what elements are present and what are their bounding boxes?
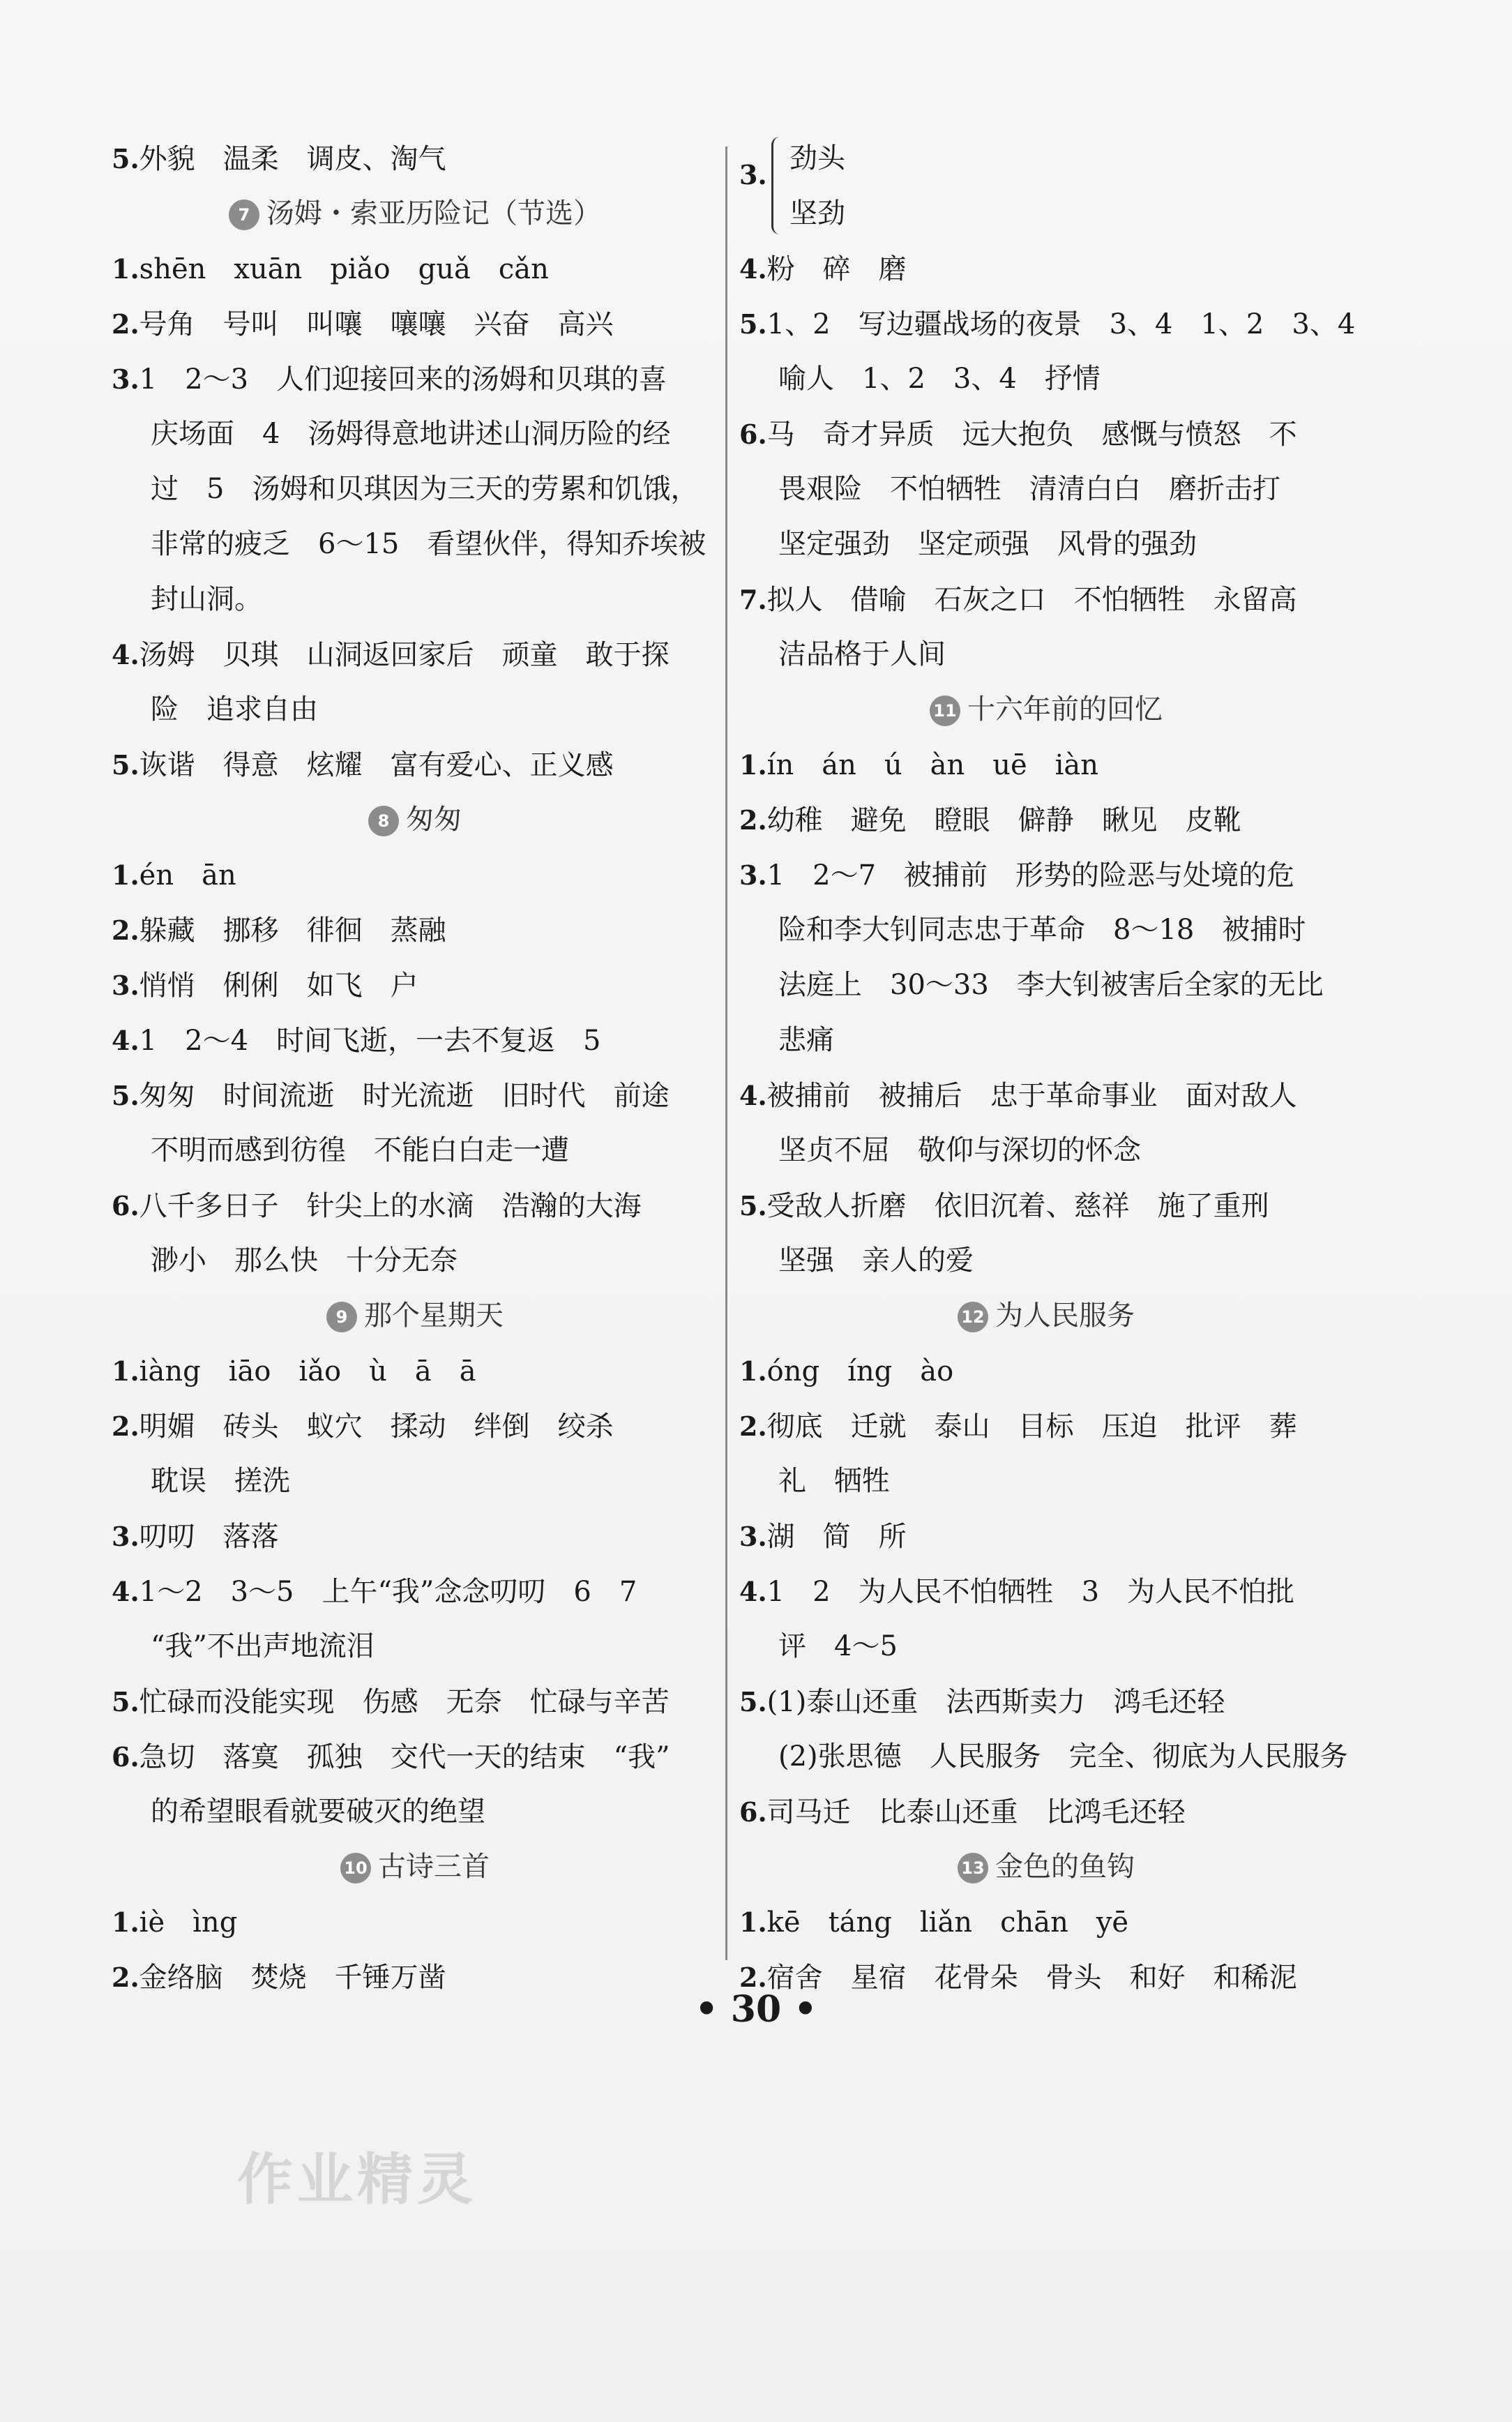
answer-text: 1 2～4 时间飞逝，一去不复返 5 <box>139 1025 601 1057</box>
answer-text: 匆匆 时间流逝 时光流逝 旧时代 前途 <box>139 1080 670 1112</box>
answer-text: iàng iāo iǎo ù ā ā <box>139 1355 476 1387</box>
lesson-number-icon: 9 <box>326 1302 357 1332</box>
lesson-number-icon: 12 <box>958 1302 988 1332</box>
watermark-logo: 作业精灵 <box>237 2147 477 2212</box>
answer-text: 幼稚 避免 瞪眼 僻静 瞅见 皮靴 <box>766 804 1241 836</box>
section-title-text: 十六年前的回忆 <box>967 693 1163 725</box>
section-title <box>112 1840 718 1895</box>
section-title <box>739 1840 1353 1895</box>
brace-item <box>739 131 1353 241</box>
item-number: 1. <box>112 253 139 285</box>
item-number: 3. <box>739 1521 767 1552</box>
item-number: 2. <box>739 1411 767 1442</box>
answer-text: (2)张思德 人民服务 完全、彻底为人民服务 <box>778 1740 1348 1773</box>
answer-continuation <box>112 517 718 572</box>
answer-continuation <box>739 903 1353 958</box>
answer-text: 马 奇才异质 远大抱负 感慨与愤怒 不 <box>766 419 1297 451</box>
left-column <box>112 131 718 2005</box>
answer-text: 八千多日子 针尖上的水滴 浩瀚的大海 <box>139 1190 642 1222</box>
item-number: 5. <box>112 143 139 174</box>
item-number: 6. <box>739 1796 767 1828</box>
answer-item <box>739 1674 1353 1729</box>
item-number: 6. <box>112 1190 139 1221</box>
answer-continuation <box>739 1729 1353 1784</box>
item-number: 1. <box>112 859 139 891</box>
item-number: 2. <box>112 915 139 946</box>
answer-continuation <box>739 1123 1353 1178</box>
answer-item <box>112 1729 718 1784</box>
answer-continuation <box>739 1454 1353 1509</box>
column-divider <box>725 146 727 1960</box>
answer-continuation <box>112 1784 718 1840</box>
answer-item <box>112 296 718 352</box>
answer-continuation <box>739 627 1353 682</box>
answer-text: én ān <box>139 859 236 892</box>
answer-item <box>739 1178 1353 1233</box>
answer-text: 诙谐 得意 炫耀 富有爱心、正义感 <box>139 749 614 781</box>
item-number: 5. <box>112 1080 139 1111</box>
answer-text: 叨叨 落落 <box>139 1521 279 1553</box>
answer-text: 耽误 搓洗 <box>151 1465 290 1497</box>
answer-text: 法庭上 30～33 李大钊被害后全家的无比 <box>778 969 1324 1001</box>
answer-item <box>739 1068 1353 1123</box>
item-number: 4. <box>112 1576 139 1607</box>
answer-text: 被捕前 被捕后 忠于革命事业 面对敌人 <box>766 1080 1297 1112</box>
item-number: 5. <box>739 308 767 340</box>
answer-text: 评 4～5 <box>778 1630 898 1662</box>
item-number: 3. <box>112 970 139 1001</box>
answer-text: 宿舍 星宿 花骨朵 骨头 和好 和稀泥 <box>766 1962 1297 1994</box>
answer-text: 司马迁 比泰山还重 比鸿毛还轻 <box>766 1796 1186 1828</box>
answer-text: 坚定强劲 坚定顽强 风骨的强劲 <box>778 528 1197 560</box>
answer-text: 急切 落寞 孤独 交代一天的结束 “我” <box>139 1741 670 1773</box>
answer-text: 喻人 1、2 3、4 抒情 <box>778 363 1101 395</box>
answer-item <box>112 903 718 958</box>
answer-text: 彻底 迁就 泰山 目标 压迫 批评 葬 <box>766 1411 1297 1443</box>
answer-text: 拟人 借喻 石灰之口 不怕牺牲 永留高 <box>766 584 1297 616</box>
answer-continuation <box>739 517 1353 572</box>
answer-item <box>739 737 1353 792</box>
lesson-number-icon: 13 <box>958 1853 988 1883</box>
section-title-text: 为人民服务 <box>995 1300 1135 1332</box>
answer-item <box>112 1344 718 1399</box>
answer-item <box>112 958 718 1013</box>
answer-text: 粉 碎 磨 <box>766 253 907 285</box>
item-number: 2. <box>112 1962 139 1993</box>
answer-continuation <box>112 462 718 517</box>
item-number: 3. <box>739 159 767 190</box>
item-number: 2. <box>112 1411 139 1442</box>
answer-text: 躲藏 挪移 徘徊 蒸融 <box>139 915 446 947</box>
answer-item <box>112 627 718 682</box>
answer-item <box>739 296 1356 352</box>
answer-text: 坚贞不屈 敬仰与深切的怀念 <box>778 1134 1141 1166</box>
item-number: 1. <box>112 1906 139 1938</box>
section-title <box>739 1288 1353 1344</box>
answer-continuation <box>739 462 1353 517</box>
answer-item <box>739 1564 1353 1619</box>
answer-text: 的希望眼看就要破灭的绝望 <box>151 1796 485 1828</box>
answer-continuation <box>112 1619 718 1674</box>
answer-item <box>739 241 1353 296</box>
answer-continuation <box>112 682 718 737</box>
answer-text: “我”不出声地流泪 <box>151 1630 375 1662</box>
section-title <box>112 1288 718 1344</box>
page-number: • 30 • <box>695 1988 817 2031</box>
answer-text: 1 2～3 人们迎接回来的汤姆和贝琪的喜 <box>139 363 667 396</box>
answer-text: 畏艰险 不怕牺牲 清清白白 磨折击打 <box>778 473 1280 505</box>
lesson-number-icon: 8 <box>368 806 399 836</box>
answer-text: 悄悄 俐俐 如飞 户 <box>139 970 418 1002</box>
item-number: 5. <box>739 1686 767 1717</box>
answer-text: 不明而感到彷徨 不能白白走一遭 <box>151 1134 569 1166</box>
answer-text: 1 2 为人民不怕牺牲 3 为人民不怕批 <box>766 1576 1295 1608</box>
answer-text: 洁品格于人间 <box>778 638 946 670</box>
answer-text: ín án ú àn uē iàn <box>766 749 1099 781</box>
answer-item <box>739 1399 1353 1454</box>
answer-text: (1)泰山还重 法西斯卖力 鸿毛还轻 <box>766 1686 1225 1718</box>
answer-item <box>112 1509 718 1564</box>
section-title <box>112 792 718 848</box>
answer-text: 过 5 汤姆和贝琪因为三天的劳累和饥饿， <box>151 473 699 505</box>
answer-text: 庆场面 4 汤姆得意地讲述山洞历险的经 <box>151 418 671 450</box>
brace-option-bottom: 坚劲 <box>789 197 845 230</box>
answer-continuation <box>739 958 1353 1013</box>
answer-text: 外貌 温柔 调皮、淘气 <box>139 143 446 175</box>
section-title-text: 古诗三首 <box>378 1851 490 1883</box>
right-column <box>739 131 1356 2005</box>
lesson-number-icon: 7 <box>229 200 259 230</box>
answer-text: 坚强 亲人的爱 <box>778 1244 974 1277</box>
answer-continuation <box>112 1233 718 1288</box>
item-number: 4. <box>739 253 767 285</box>
answer-text: 明媚 砖头 蚁穴 揉动 绊倒 绞杀 <box>139 1411 614 1443</box>
answer-continuation <box>739 1619 1353 1674</box>
item-number: 5. <box>739 1190 767 1221</box>
answer-continuation <box>739 352 1353 407</box>
item-number: 1. <box>739 1355 767 1387</box>
answer-text: 金络脑 焚烧 千锤万凿 <box>139 1962 446 1994</box>
answer-item <box>112 1895 718 1950</box>
answer-continuation <box>112 1123 718 1178</box>
answer-text: 封山洞。 <box>151 583 262 615</box>
answer-continuation <box>112 407 718 462</box>
item-number: 6. <box>112 1741 139 1773</box>
item-number: 7. <box>739 584 767 615</box>
answer-text: 受敌人折磨 依旧沉着、慈祥 施了重刑 <box>766 1190 1269 1222</box>
brace-option-top: 劲头 <box>789 142 845 174</box>
section-title-text: 那个星期天 <box>364 1300 504 1332</box>
item-number: 4. <box>112 1025 139 1056</box>
section-title <box>112 186 718 241</box>
answer-text: 1 2～7 被捕前 形势的险恶与处境的危 <box>766 859 1295 892</box>
answer-text: 险和李大钊同志忠于革命 8～18 被捕时 <box>778 914 1306 946</box>
answer-text: 湖 简 所 <box>766 1521 907 1553</box>
answer-item <box>739 1344 1353 1399</box>
section-title-text: 金色的鱼钩 <box>995 1851 1135 1883</box>
item-number: 3. <box>739 859 767 891</box>
answer-item <box>739 848 1353 903</box>
item-number: 1. <box>112 1355 139 1387</box>
answer-text: 忙碌而没能实现 伤感 无奈 忙碌与辛苦 <box>139 1686 670 1718</box>
answer-item <box>112 1068 718 1123</box>
answer-item <box>112 848 718 903</box>
item-number: 1. <box>739 1906 767 1938</box>
answer-text: kē táng liǎn chān yē <box>766 1906 1129 1939</box>
answer-text: 号角 号叫 叫嚷 嚷嚷 兴奋 高兴 <box>139 308 614 340</box>
item-number: 5. <box>112 749 139 781</box>
answer-item <box>112 1399 718 1454</box>
answer-item <box>739 1784 1353 1840</box>
answer-item <box>112 737 718 792</box>
item-number: 4. <box>739 1080 767 1111</box>
item-number: 2. <box>739 804 767 836</box>
answer-text: iè ìng <box>139 1906 238 1939</box>
answer-item <box>112 1564 718 1619</box>
answer-text: shēn xuān piǎo guǎ cǎn <box>139 253 549 285</box>
answer-text: 汤姆 贝琪 山洞返回家后 顽童 敢于探 <box>139 639 670 671</box>
item-number: 3. <box>112 1521 139 1552</box>
item-number: 3. <box>112 363 139 395</box>
answer-item <box>112 1674 718 1729</box>
lesson-number-icon: 11 <box>930 695 960 726</box>
answer-item <box>739 1509 1353 1564</box>
answer-continuation <box>112 1454 718 1509</box>
answer-text: 1、2 写边疆战场的夜景 3、4 1、2 3、4 <box>766 308 1356 340</box>
answer-item <box>739 792 1353 848</box>
brace-icon <box>771 137 786 234</box>
answer-item <box>739 407 1353 462</box>
answer-item <box>739 1895 1353 1950</box>
answer-item <box>112 352 718 407</box>
section-title-text: 匆匆 <box>406 804 462 836</box>
item-number: 4. <box>112 639 139 670</box>
answer-text: 非常的疲乏 6～15 看望伙伴，得知乔埃被 <box>151 528 706 560</box>
item-number: 1. <box>739 749 767 781</box>
answer-item <box>112 131 718 186</box>
answer-item <box>112 1178 718 1233</box>
answer-continuation <box>112 572 718 627</box>
answer-item <box>112 1013 718 1068</box>
item-number: 6. <box>739 419 767 450</box>
answer-text: óng íng ào <box>766 1355 954 1387</box>
answer-text: 险 追求自由 <box>151 693 318 725</box>
answer-continuation <box>739 1233 1353 1288</box>
section-title <box>739 682 1353 737</box>
answer-text: 1～2 3～5 上午“我”念念叨叨 6 7 <box>139 1576 637 1608</box>
answer-item <box>112 241 718 296</box>
answer-text: 渺小 那么快 十分无奈 <box>151 1244 458 1277</box>
item-number: 4. <box>739 1576 767 1607</box>
item-number: 5. <box>112 1686 139 1717</box>
item-number: 2. <box>739 1962 767 1993</box>
right-column-lines <box>739 241 1356 2005</box>
lesson-number-icon: 10 <box>340 1853 371 1883</box>
answer-text: 礼 牺牲 <box>778 1465 890 1497</box>
answer-text: 悲痛 <box>778 1024 834 1056</box>
section-title-text: 汤姆・索亚历险记（节选） <box>266 197 601 230</box>
answer-item <box>739 572 1353 627</box>
answer-continuation <box>739 1013 1353 1068</box>
item-number: 2. <box>112 308 139 340</box>
